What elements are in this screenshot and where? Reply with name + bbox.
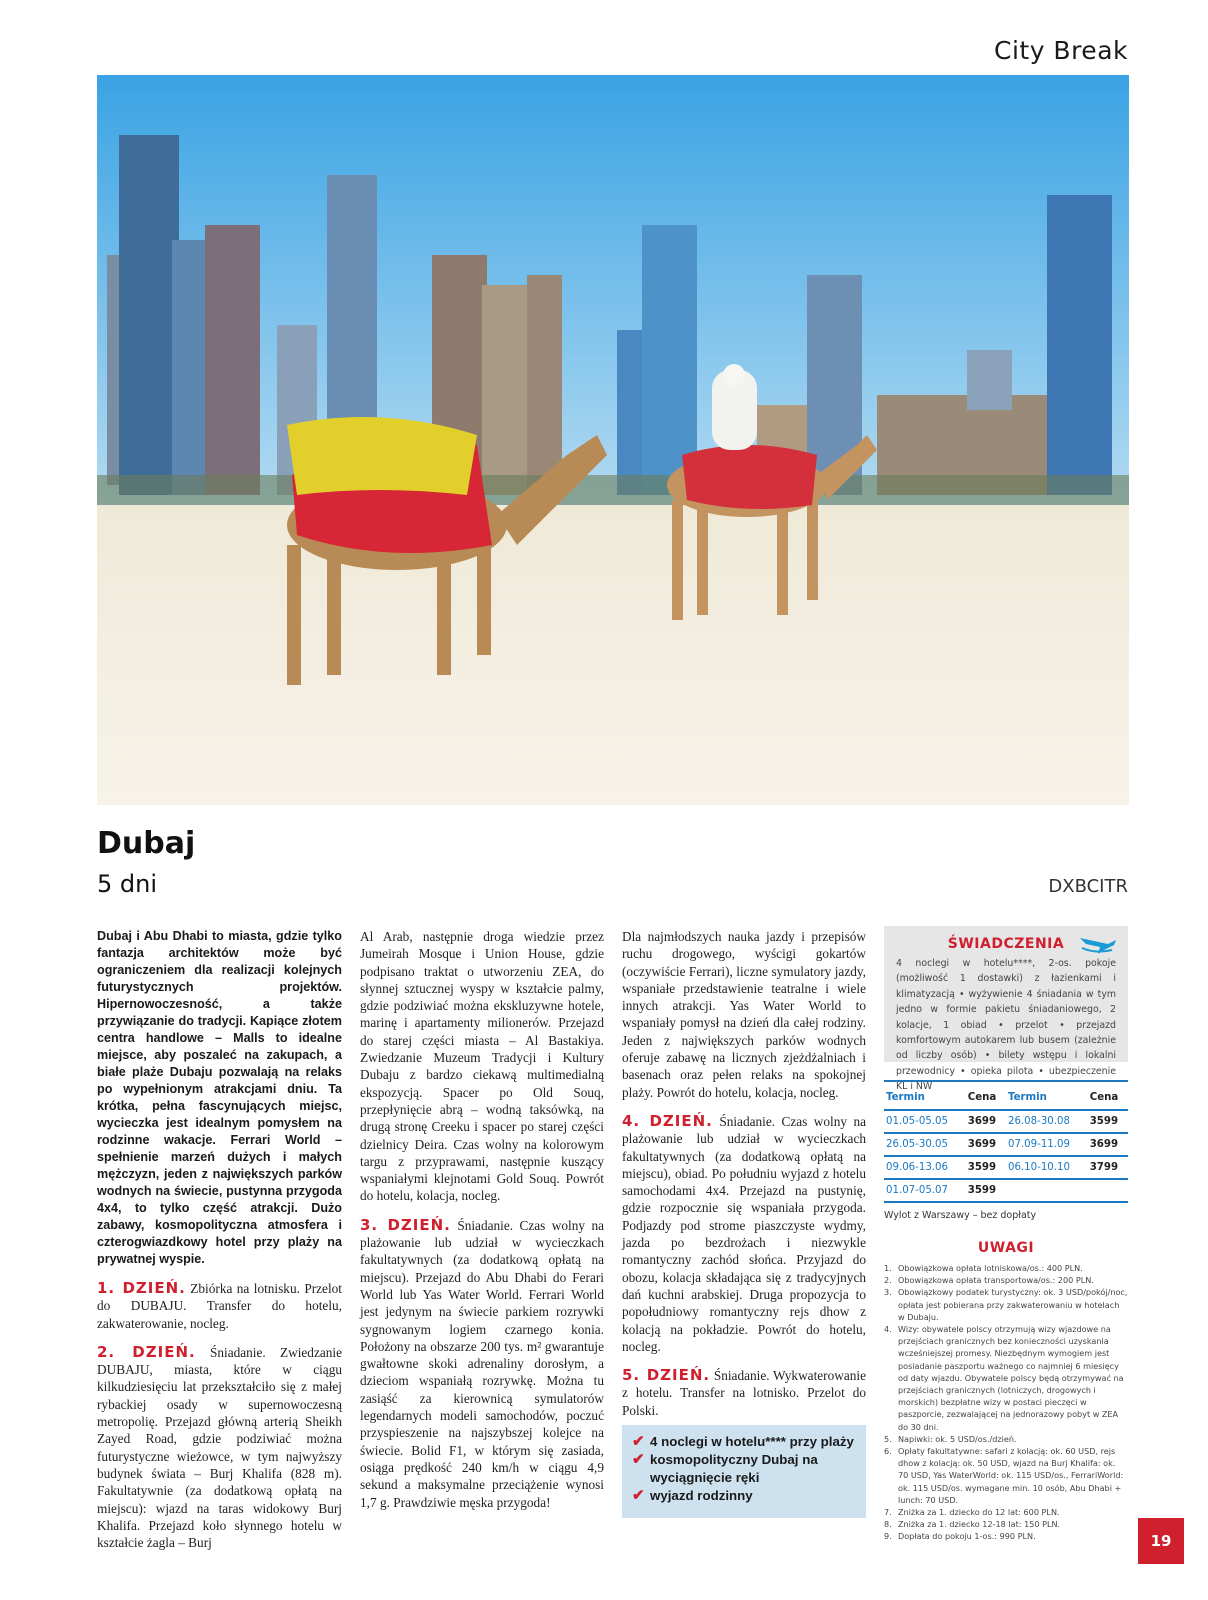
benefits-text: 4 noclegi w hotelu****, 2-os. pokoje (możliwość 1 dostawki) z łazienkami i klimatyzacją • wyżywienie 4 śniadania w tym jedno w formie pakietu śniadaniowego, 2 kolacje, 1 obiad • przelot • przejazd komfortowym autokarem lub busem (zależnie od liczby osób) • bilety wstępu i lokalni przewodnicy • opieka pilota • ubezpieczenie KL i NW	[896, 958, 1116, 1093]
list-item: 8. Zniżka za 1. dziecko 12-18 lat: 150 PLN.	[884, 1519, 1061, 1530]
day-heading: 1. DZIEŃ.	[97, 1279, 186, 1297]
column-2	[360, 928, 604, 1511]
column-1	[97, 928, 342, 1551]
highlight-item: ✔ 4 noclegi w hotelu**** przy plaży	[632, 1433, 854, 1450]
table-row: 09.06-13.06 3599 06.10-10.10 3799	[884, 1156, 1128, 1179]
list-item: 5. Napiwki: ok. 5 USD/os./dzień.	[884, 1433, 1017, 1444]
day-heading: 3. DZIEŃ.	[360, 1215, 451, 1234]
notes-list	[884, 1262, 1128, 1543]
list-item: 2. Obowiązkowa opłata transportowa/os.: 200 PLN.	[884, 1275, 1094, 1286]
list-item: 4. Wizy: obywatele polscy otrzymują wizy wjazdowe na przejściach granicznych bez konieczności uzyskania wcześniejszej promesy. Niezbędnym wymogiem jest posiadanie paszportu ważnego co najmniej 6 miesięcy od daty wjazdu. Obywatele polscy będą otrzymywać na przejściach granicznych (lotniczych, drogowych i morskich) bezpłatne wizy w postaci pieczęci w paszporcie, zezwalającej na jednorazowy pobyt w ZEA do 30 dni.	[884, 1324, 1124, 1432]
day-3-continued: Dla najmłodszych nauka jazdy i przepisów ruchu drogowego, wyścigi gokartów (oczywiście Ferrari), liczne symulatory jazdy, wspaniałe przedstawienie teatralne i wiele innych atrakcji. Yas Water World to wspaniały pomysł na dzień dla całej rodziny. Jeden z największych parków wodnych oferuje zabawę na licznych zjeżdżalniach i basenach oraz pełen relaks na spokojnej plaży. Powrót do hotelu, kolacja, nocleg.	[622, 929, 866, 1100]
day-text: Śniadanie. Czas wolny na plażowanie lub udział w wycieczkach fakultatywnych (za dodatkową opłatą na miejscu). Przejazd do Abu Dhabi do Ferari World lub Yas Water World. Ferrari World jest jedynym na świecie parkiem rozrywki sygnowanym logiem czarnego konia. Położony na obszarze 200 tys. m² gwarantuje gwałtowne skoki adrenaliny dorosłym, a dzieciom wspaniałą rozrywkę. Można tu zasiąść za kierownicą symulatorów legendarnych modeli samochodów, poczuć przyspieszenie na najszybszej kolejce na świecie. Bolid F1, w którym się zasiada, osiąga prędkość 240 km/h w ciągu 4,9 sekund a maksymalne przeciążenie wynosi 1,7 g. Prawdziwie męska przygoda!	[360, 1217, 605, 1510]
hero-photo	[97, 75, 1129, 805]
day-text: Zbiórka na lotnisku. Przelot do DUBAJU. Transfer do hotelu, zakwaterowanie, nocleg.	[97, 1281, 342, 1331]
day-2-continued: Al Arab, następnie droga wiedzie przez Jumeirah Mosque i Union House, gdzie podpisano traktat o utworzeniu ZEA, do słynnej sztucznej wyspy w kształcie palmy, gdzie podziwiać można ekskluzywne hotele, marinę i apartamenty milionerów. Przejazd do starej części miasta – Al Bastakiya. Zwiedzanie Muzeum Tradycji i Kultury Dubaju z bardzo ciekawą multimedialną ekspozycją. Spacer po Old Souq, przepłynięcie abrą – wodną taksówką, na drugą stronę Creeku i spacer po starej części dzielnicy Deira. Czas wolny na kolorowym targu z przyprawami, następnie kuszący wspaniałymi klejnotami Gold Souq. Powrót do hotelu, kolacja, nocleg.	[360, 929, 604, 1204]
day-1	[97, 1280, 342, 1332]
check-icon: ✔	[632, 1451, 645, 1468]
list-item: 6. Opłaty fakultatywne: safari z kolacją: ok. 60 USD, rejs dhow z kolacją: ok. 50 USD, wjazd na Burj Khalifa: ok. 70 USD, Yas WaterWorld: ok. 115 USD/os., FerrariWorld: ok. 115 USD/os. wymagane min. 10 osób, Abu Dhabi + lunch: 70 USD.	[884, 1446, 1124, 1505]
list-item: 7. Zniżka za 1. dziecko do 12 lat: 600 PLN.	[884, 1507, 1060, 1518]
day-2	[97, 1344, 342, 1552]
benefits-title: ŚWIADCZENIA	[947, 936, 1065, 952]
day-3	[360, 1217, 604, 1511]
page-number: 19	[1138, 1518, 1184, 1564]
day-text: Śniadanie. Zwiedzanie DUBAJU, miasta, które w ciągu kilkudziesięciu lat przekształciło się z małej rybackiej osady w supernowoczesną metropolię. Przejazd główną arterią Sheikh Zayed Road, gdzie podziwiać można futurystyczne wieżowce, w tym najwyższy budynek świata – Burj Khalifa (828 m). Fakultatywnie (za dodatkową opłatą na miejscu): wjazd na taras widokowy Burj Khalifa. Przejazd koło słynnego hotelu w kształcie żagla – Burj	[97, 1344, 343, 1551]
day-heading: 5. DZIEŃ.	[622, 1366, 711, 1385]
table-row: 01.05-05.05 3699 26.08-30.08 3599	[884, 1110, 1128, 1133]
highlight-item: ✔ wyjazd rodzinny	[632, 1487, 753, 1504]
day-heading: 2. DZIEŃ.	[97, 1342, 196, 1361]
day-4	[622, 1113, 866, 1355]
highlight-item: ✔ kosmopolityczny Dubaj na wyciągnięcie ręki	[632, 1451, 818, 1485]
highlights-box	[622, 1425, 866, 1518]
trip-duration: 5 dni	[97, 870, 158, 898]
price-note: Wylot z Warszawy – bez dopłaty	[884, 1210, 1037, 1221]
list-item: 9. Dopłata do pokoju 1-os.: 990 PLN.	[884, 1531, 1036, 1542]
check-icon: ✔	[632, 1433, 645, 1450]
list-item: 3. Obowiązkowy podatek turystyczny: ok. 3 USD/pokój/noc, opłata jest pobierana przy zakwaterowaniu w hotelach w Dubaju.	[884, 1287, 1128, 1322]
day-text: Śniadanie. Czas wolny na plażowanie lub udział w wycieczkach fakultatywnych (za dodatkową opłatą na miejscu), obiad. Po południu wyjazd z hotelu samochodami 4x4. Przejazd na pustynię, gdzie rozpocznie się wspaniała przygoda. Podjazdy pod strome piaszczyste wydmy, jazda po bezdrożach i niezwykle romantyczny zachód słońca. Przyjazd do obozu, kolacja składająca się z tradycyjnych dań kuchni arabskiej. Druga propozycja to popołudniowy romantyczny rejs dhow z kolacją na pokładzie. Powrót do hotelu, nocleg.	[622, 1113, 867, 1354]
notes-box	[884, 1240, 1128, 1543]
column-3	[622, 928, 866, 1419]
check-icon: ✔	[632, 1487, 645, 1504]
price-table	[884, 1080, 1128, 1221]
list-item: 1. Obowiązkowa opłata lotniskowa/os.: 400 PLN.	[884, 1263, 1083, 1273]
price-header-row: Termin Cena Termin Cena	[884, 1081, 1128, 1110]
trip-title: Dubaj	[97, 826, 196, 861]
table-row: 26.05-30.05 3699 07.09-11.09 3699	[884, 1133, 1128, 1156]
trip-code: DXBCITR	[1048, 876, 1128, 897]
section-label: City Break	[993, 36, 1128, 65]
table-row: 01.07-05.07 3599	[884, 1179, 1128, 1202]
day-5	[622, 1367, 866, 1419]
airplane-icon	[1078, 930, 1118, 956]
day-text: Śniadanie. Wykwaterowanie z hotelu. Transfer na lotnisko. Przelot do Polski.	[622, 1368, 866, 1418]
notes-title: UWAGI	[977, 1240, 1035, 1256]
intro-text: Dubaj i Abu Dhabi to miasta, gdzie tylko fantazja architektów może być ograniczeniem dla realizacji kolejnych futurystycznych projektów. Hipernowoczesność, a także przywiązanie do tradycji. Kapiące złotem centra handlowe – Malls to idealne miejsce, aby poszaleć na zakupach, a białe plaże Dubaju pozwalają na relaks po wypełnionym atrakcjami dniu. Ta krótka, pełna fascynujących miejsc, wycieczka jest idealnym pomysłem na rodzinne wakacje. Ferrari World – spełnienie marzeń dużych i małych mężczyzn, jeden z największych parków wodnych na świecie, pustynna przygoda 4x4, to tylko część atrakcji. Dużo zabawy, kosmopolityczna atmosfera i czterogwiazdkowy hotel przy plaży na prywatnej wyspie.	[97, 929, 342, 1266]
day-heading: 4. DZIEŃ.	[622, 1111, 713, 1130]
benefits-box	[884, 926, 1128, 1093]
